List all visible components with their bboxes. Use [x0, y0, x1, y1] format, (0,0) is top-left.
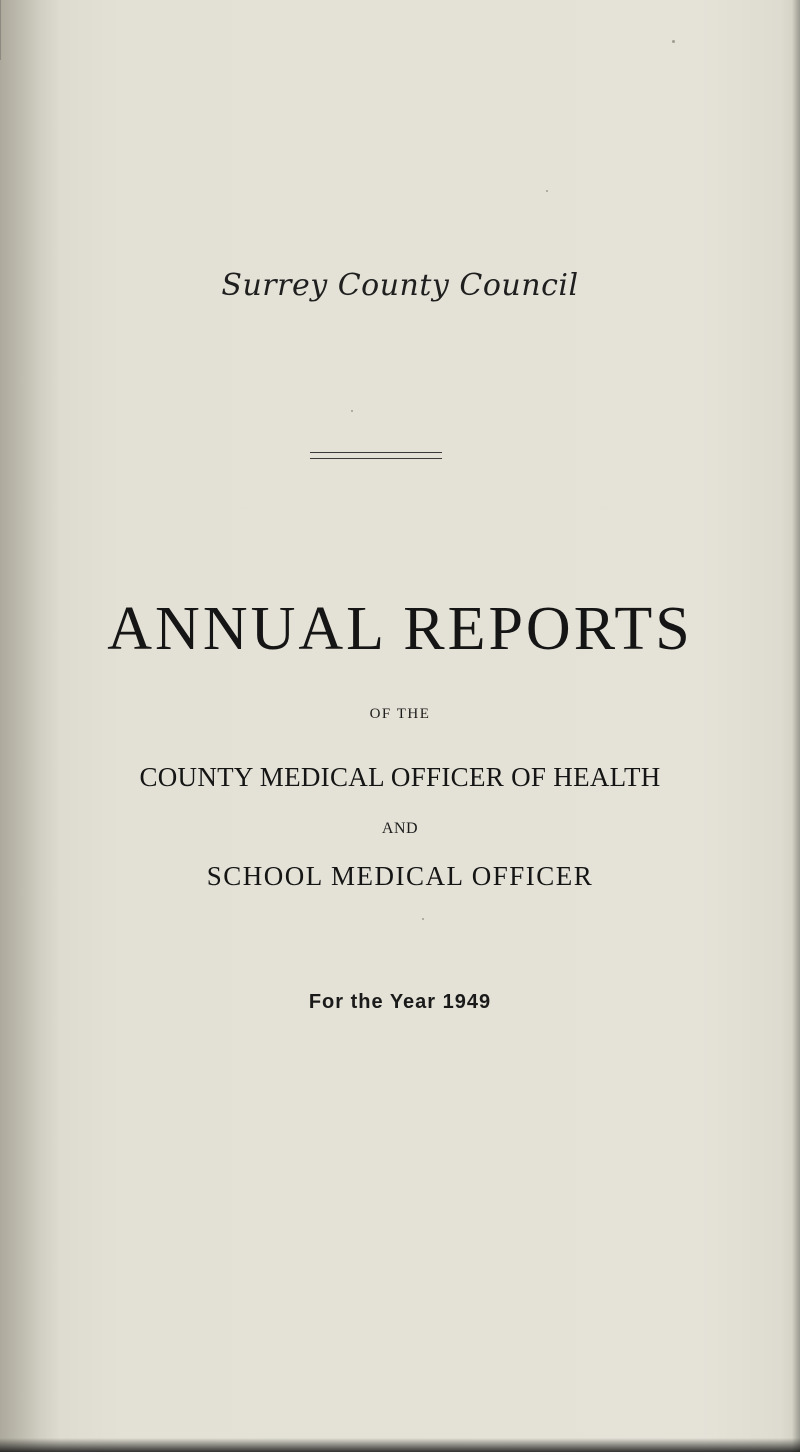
report-title: ANNUAL REPORTS — [107, 595, 693, 663]
paper-speck — [351, 410, 353, 412]
bottom-page-edge — [0, 1438, 800, 1452]
of-the-label: OF THE — [369, 706, 431, 722]
paper-speck — [422, 918, 424, 920]
double-rule-divider — [310, 452, 442, 459]
paper-speck — [546, 190, 548, 192]
right-page-edge — [792, 0, 800, 1452]
spine-shadow — [0, 0, 60, 1452]
report-year: For the Year 1949 — [308, 991, 492, 1013]
county-officer-title: COUNTY MEDICAL OFFICER OF HEALTH — [139, 762, 661, 792]
school-officer-title: SCHOOL MEDICAL OFFICER — [206, 861, 594, 891]
council-name: Surrey County Council — [221, 268, 579, 303]
left-page-edge-line — [0, 0, 1, 60]
paper-speck — [672, 40, 675, 43]
and-label: AND — [381, 820, 419, 837]
